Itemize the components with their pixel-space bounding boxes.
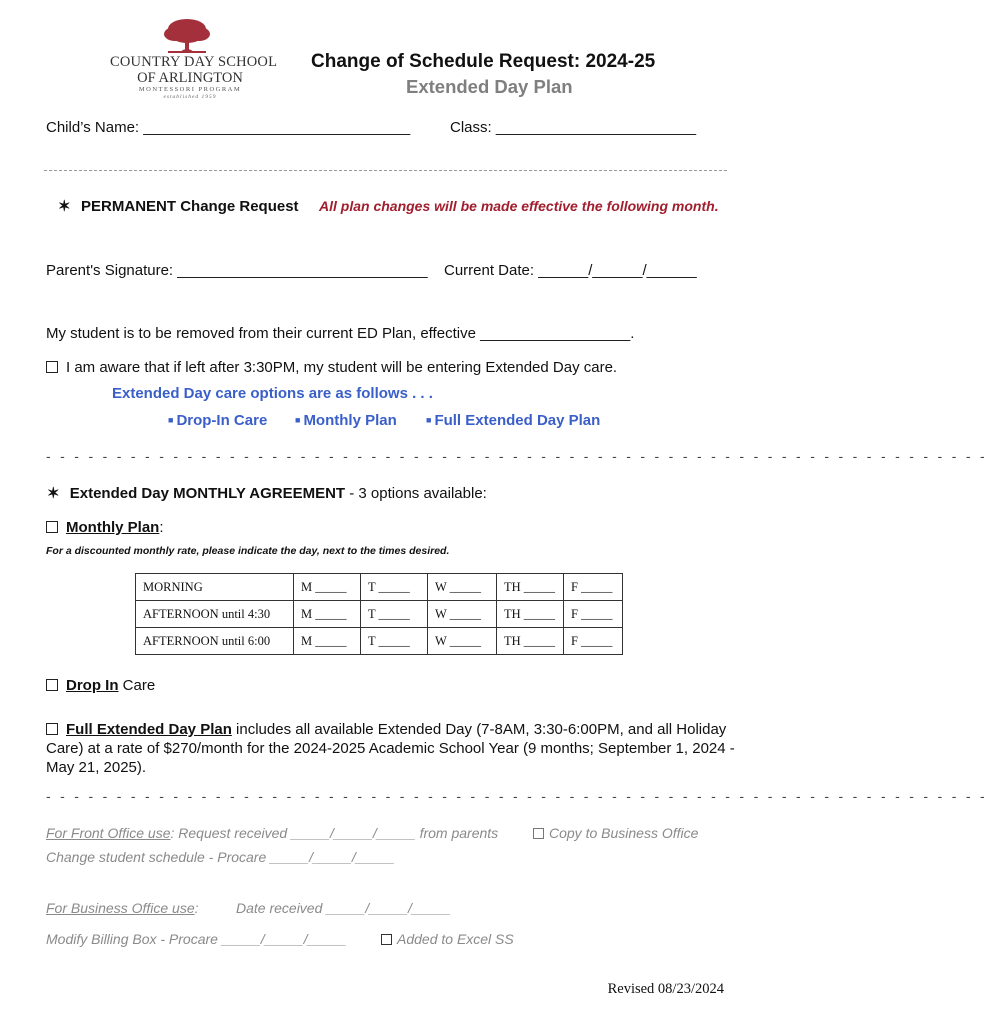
logo-line-1: COUNTRY DAY SCHOOL: [110, 54, 278, 70]
tree-logo-icon: [162, 18, 212, 56]
star-icon: ✶: [47, 485, 60, 502]
time-slot-label: MORNING: [136, 574, 294, 601]
business-office-row: [46, 900, 199, 916]
class-field[interactable]: Class: ________________________: [450, 119, 697, 136]
aware-row: [46, 359, 617, 376]
excel-label: Added to Excel SS: [397, 931, 514, 947]
bullet-icon: ■: [168, 415, 174, 425]
full-plan-checkbox[interactable]: [46, 723, 58, 735]
option-monthly: [295, 412, 397, 429]
page-subtitle: Extended Day Plan: [406, 76, 573, 97]
monthly-agreement-rest: - 3 options available:: [345, 485, 487, 502]
logo-line-4: established 1959: [163, 94, 217, 100]
front-office-row: [46, 825, 498, 841]
option-full-label: Full Extended Day Plan: [434, 412, 601, 429]
drop-in-label: Drop In: [66, 677, 119, 694]
table-row: [136, 628, 623, 655]
bullet-icon: ■: [426, 415, 432, 425]
drop-in-rest: Care: [118, 677, 156, 694]
full-plan-label: Full Extended Day Plan: [66, 721, 232, 738]
day-field[interactable]: TH _____: [497, 628, 564, 655]
day-field[interactable]: TH _____: [497, 574, 564, 601]
options-heading: Extended Day care options are as follows . . .: [112, 385, 433, 402]
front-office-request[interactable]: : Request received _____/_____/_____ from parents: [170, 825, 499, 841]
day-field[interactable]: W _____: [428, 628, 497, 655]
monthly-plan-checkbox[interactable]: [46, 521, 58, 533]
business-office-label: For Business Office use: [46, 900, 195, 916]
table-row: [136, 601, 623, 628]
day-field[interactable]: W _____: [428, 574, 497, 601]
page-title: Change of Schedule Request: 2024-25: [311, 51, 656, 72]
permanent-change-label: PERMANENT Change Request: [81, 198, 299, 215]
day-field[interactable]: M _____: [294, 574, 361, 601]
full-plan-description: includes all available Extended Day (7-8AM, 3:30-6:00PM, and all Holiday Care) at a rate of $270/month for the 2024-2025 Academic School Year (9 months; September 1, 2024 - May 21, 2025).: [46, 721, 735, 776]
option-monthly-label: Monthly Plan: [303, 412, 397, 429]
front-office-label: For Front Office use: [46, 825, 171, 841]
day-field[interactable]: T _____: [361, 601, 428, 628]
option-drop-in-label: Drop-In Care: [176, 412, 268, 429]
monthly-agreement-bold: Extended Day MONTHLY AGREEMENT: [69, 485, 346, 502]
drop-in-row: [46, 677, 155, 694]
full-plan-paragraph: [46, 720, 736, 777]
excel-checkbox[interactable]: [381, 934, 392, 945]
day-field[interactable]: F _____: [564, 574, 623, 601]
schedule-table: [135, 573, 623, 655]
effective-note: All plan changes will be made effective the following month.: [319, 198, 719, 214]
bullet-icon: ■: [295, 415, 301, 425]
logo-line-2: OF ARLINGTON: [137, 70, 243, 86]
star-icon: ✶: [58, 198, 71, 215]
parent-signature-field[interactable]: Parent's Signature: ______________________________: [46, 262, 428, 279]
time-slot-label: AFTERNOON until 4:30: [136, 601, 294, 628]
dashed-divider-2: - - - - - - - - - - - - - - - - - - - - - - - - - - - - - - - - - - - - - - - - - - - - - - - - - - - - - - - - - - - - - - - - - - -: [46, 788, 987, 804]
change-schedule-field[interactable]: Change student schedule - Procare _____/_____/_____: [46, 849, 395, 865]
option-full: [426, 412, 600, 429]
copy-business-label: Copy to Business Office: [549, 825, 699, 841]
monthly-plan-instruction: For a discounted monthly rate, please indicate the day, next to the times desired.: [46, 545, 450, 557]
copy-business-checkbox[interactable]: [533, 828, 544, 839]
top-divider: [44, 170, 727, 171]
drop-in-checkbox[interactable]: [46, 679, 58, 691]
business-office-colon: :: [194, 900, 199, 916]
day-field[interactable]: TH _____: [497, 601, 564, 628]
aware-text: I am aware that if left after 3:30PM, my student will be entering Extended Day care.: [66, 359, 618, 376]
date-received-field[interactable]: Date received _____/_____/_____: [236, 900, 451, 916]
option-drop-in: [168, 412, 267, 429]
childs-name-field[interactable]: Child’s Name: ________________________________: [46, 119, 411, 136]
day-field[interactable]: M _____: [294, 601, 361, 628]
monthly-plan-row: [46, 519, 164, 536]
permanent-change-heading: [58, 197, 299, 216]
day-field[interactable]: F _____: [564, 601, 623, 628]
day-field[interactable]: T _____: [361, 628, 428, 655]
day-field[interactable]: M _____: [294, 628, 361, 655]
current-date-field[interactable]: Current Date: ______/______/______: [444, 262, 697, 279]
monthly-agreement-heading: [47, 484, 487, 502]
dashed-divider-1: - - - - - - - - - - - - - - - - - - - - - - - - - - - - - - - - - - - - - - - - - - - - - - - - - - - - - - - - - - - - - - - - - - -: [46, 448, 987, 464]
day-field[interactable]: T _____: [361, 574, 428, 601]
logo-line-3: MONTESSORI PROGRAM: [138, 86, 242, 93]
modify-billing-field[interactable]: Modify Billing Box - Procare _____/_____/_____: [46, 931, 347, 947]
time-slot-label: AFTERNOON until 6:00: [136, 628, 294, 655]
day-field[interactable]: F _____: [564, 628, 623, 655]
excel-row: [381, 931, 514, 947]
monthly-plan-colon: :: [159, 519, 164, 536]
monthly-plan-label: Monthly Plan: [66, 519, 160, 536]
aware-checkbox[interactable]: [46, 361, 58, 373]
revised-date: Revised 08/23/2024: [607, 981, 724, 997]
removal-effective-field[interactable]: My student is to be removed from their current ED Plan, effective __________________.: [46, 325, 635, 342]
day-field[interactable]: W _____: [428, 601, 497, 628]
table-row: [136, 574, 623, 601]
copy-business-row: [533, 825, 698, 841]
school-logo: [110, 18, 278, 100]
